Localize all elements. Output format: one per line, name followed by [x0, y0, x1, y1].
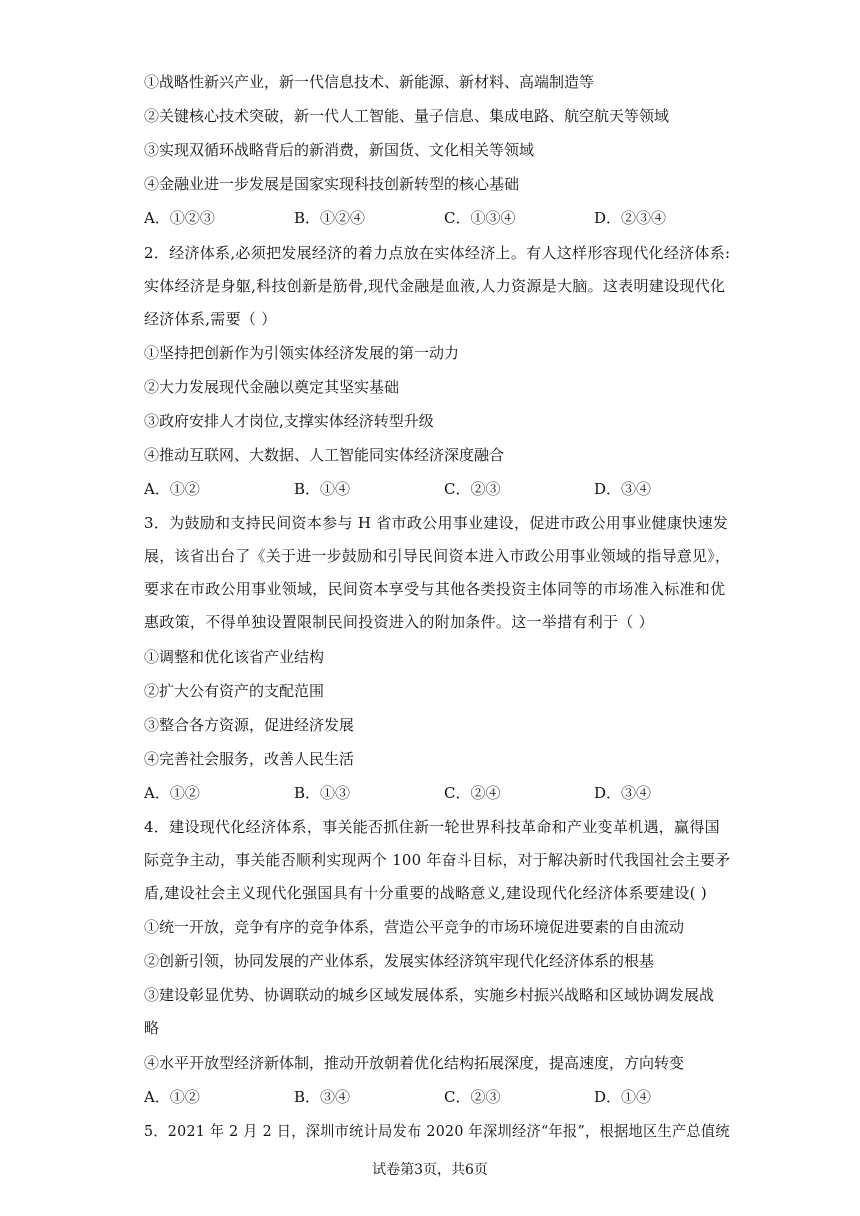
- q4-option-d: D．①④: [594, 1088, 652, 1106]
- page-footer: 试卷第3页，共6页: [372, 1162, 488, 1178]
- q2-option-c: C．②③: [444, 480, 501, 498]
- q4-item-2: ②创新引领，协同发展的产业体系，发展实体经济筑牢现代化经济体系的根基: [144, 952, 655, 970]
- q1-option-d: D．②③④: [594, 209, 667, 227]
- q4-option-c: C．②③: [444, 1088, 501, 1106]
- q2-item-2: ②大力发展现代金融以奠定其坚实基础: [144, 378, 400, 396]
- q4-option-a: A．①②: [144, 1088, 200, 1106]
- q1-item-1: ①战略性新兴产业，新一代信息技术、新能源、新材料、高端制造等: [144, 73, 595, 91]
- q3-item-3: ③整合各方资源，促进经济发展: [144, 716, 355, 734]
- q3-stem-line-4: 惠政策，不得单独设置限制民间投资进入的附加条件。这一举措有利于（ ）: [144, 613, 654, 631]
- q2-item-4: ④推动互联网、大数据、人工智能同实体经济深度融合: [144, 446, 505, 464]
- q3-stem-line-3: 要求在市政公用事业领域，民间资本享受与其他各类投资主体同等的市场准入标准和优: [144, 580, 726, 598]
- q3-option-b: B．①③: [294, 784, 351, 802]
- q4-stem-line-3: 盾,建设社会主义现代化强国具有十分重要的战略意义,建设现代化经济体系要建设( ): [144, 884, 708, 902]
- q4-item-1: ①统一开放，竞争有序的竞争体系，营造公平竞争的市场环境促进要素的自由流动: [144, 918, 685, 936]
- q3-item-1: ①调整和优化该省产业结构: [144, 648, 325, 666]
- q4-stem-line-2: 际竞争主动，事关能否顺利实现两个 100 年奋斗目标，对于解决新时代我国社会主要矛: [144, 851, 731, 869]
- q2-item-3: ③政府安排人才岗位,支撑实体经济转型升级: [144, 412, 434, 430]
- q2-option-a: A．①②: [144, 480, 200, 498]
- q3-option-d: D．③④: [594, 784, 652, 802]
- q2-stem-line-1: 2．经济体系,必须把发展经济的着力点放在实体经济上。有人这样形容现代化经济体系:: [144, 244, 731, 262]
- q4-stem-line-1: 4．建设现代化经济体系，事关能否抓住新一轮世界科技革命和产业变革机遇，赢得国: [144, 818, 720, 836]
- q2-item-1: ①坚持把创新作为引领实体经济发展的第一动力: [144, 344, 460, 362]
- q3-option-a: A．①②: [144, 784, 200, 802]
- q1-item-4: ④金融业进一步发展是国家实现科技创新转型的核心基础: [144, 175, 520, 193]
- q5-stem-line-1: 5．2021 年 2 月 2 日，深圳市统计局发布 2020 年深圳经济“年报”，根据地区生产总值统: [144, 1122, 730, 1140]
- q3-stem-line-2: 展，该省出台了《关于进一步鼓励和引导民间资本进入市政公用事业领域的指导意见》，: [144, 547, 731, 565]
- q3-stem-line-1: 3．为鼓励和支持民间资本参与 H 省市政公用事业建设，促进市政公用事业健康快速发: [144, 514, 729, 532]
- q4-option-b: B．③④: [294, 1088, 351, 1106]
- q3-option-c: C．②④: [444, 784, 501, 802]
- q1-option-c: C．①③④: [444, 209, 516, 227]
- q4-item-4: ④水平开放型经济新体制，推动开放朝着优化结构拓展深度，提高速度，方向转变: [144, 1054, 685, 1072]
- q2-option-b: B．①④: [294, 480, 351, 498]
- q1-item-3: ③实现双循环战略背后的新消费，新国货、文化相关等领域: [144, 141, 535, 159]
- q1-option-a: A．①②③: [144, 209, 215, 227]
- q3-item-2: ②扩大公有资产的支配范围: [144, 682, 325, 700]
- q2-option-d: D．③④: [594, 480, 652, 498]
- q2-stem-line-3: 经济体系,需要（ ）: [144, 310, 277, 328]
- q3-item-4: ④完善社会服务，改善人民生活: [144, 750, 355, 768]
- q1-item-2: ②关键核心技术突破，新一代人工智能、量子信息、集成电路、航空航天等领域: [144, 107, 670, 125]
- q2-stem-line-2: 实体经济是身躯,科技创新是筋骨,现代金融是血液,人力资源是大脑。这表明建设现代化: [144, 277, 726, 295]
- q1-option-b: B．①②④: [294, 209, 366, 227]
- q4-item-3-cont: 略: [144, 1019, 160, 1037]
- q4-item-3: ③建设彰显优势、协调联动的城乡区域发展体系，实施乡村振兴战略和区域协调发展战: [144, 986, 715, 1004]
